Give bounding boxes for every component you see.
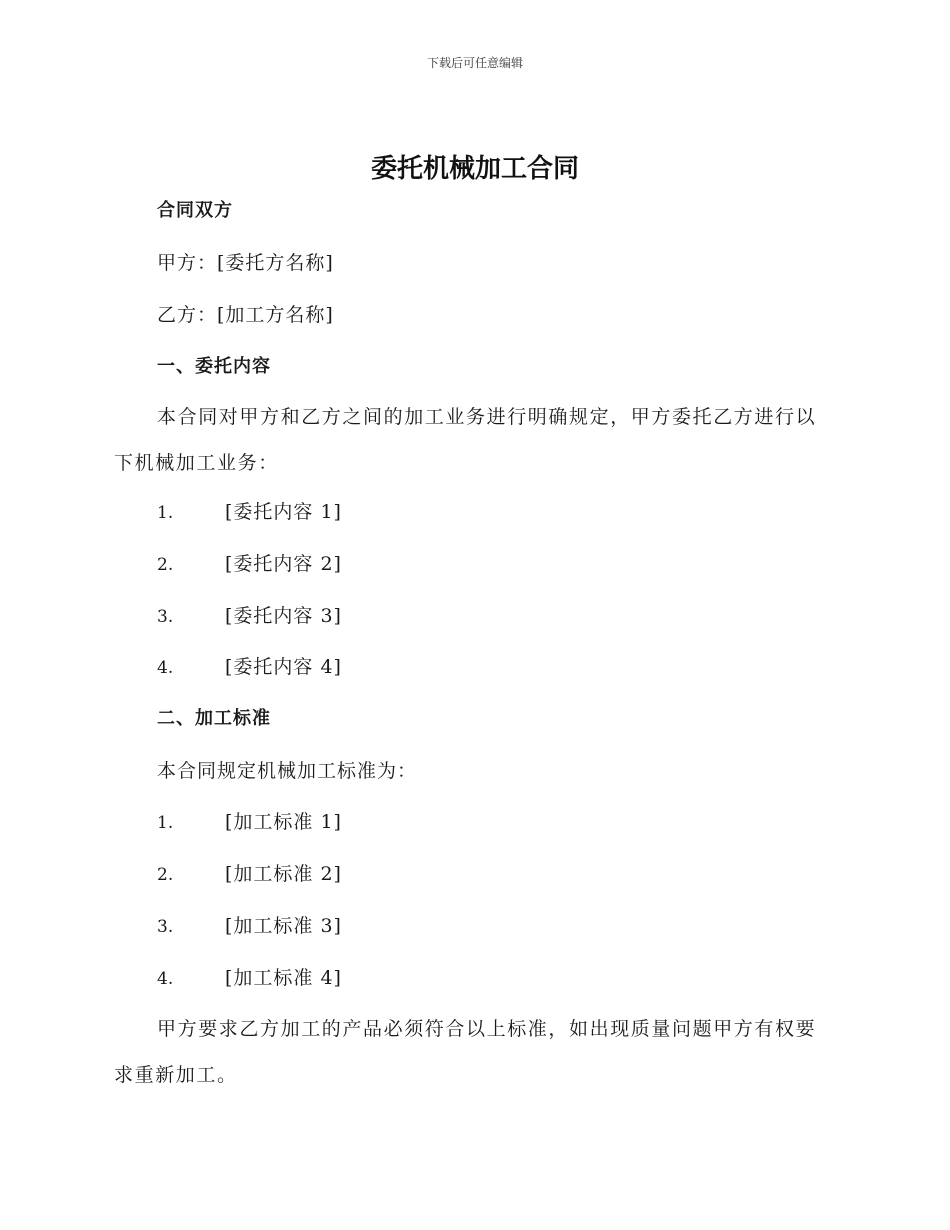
section2-intro: 本合同规定机械加工标准为： <box>157 760 418 782</box>
list-item-text: [加工标准 1] <box>225 811 342 833</box>
list-item <box>157 603 342 630</box>
list-item <box>157 913 342 940</box>
list-item-text: [加工标准 2] <box>225 863 342 885</box>
list-item-number: 1. <box>157 503 174 523</box>
list-item-number: 2. <box>157 555 174 575</box>
section1-heading: 一、委托内容 <box>157 356 271 377</box>
section1-paragraph: 本合同对甲方和乙方之间的加工业务进行明确规定，甲方委托乙方进行以下机械加工业务： <box>114 406 817 474</box>
list-item-text: [加工标准 3] <box>225 915 342 937</box>
list-item-text: [委托内容 3] <box>225 605 342 627</box>
list-item-text: [委托内容 4] <box>225 656 342 678</box>
party-b-line: 乙方：[加工方名称] <box>157 304 334 326</box>
parties-heading: 合同双方 <box>157 200 233 221</box>
section2-paragraph: 甲方要求乙方加工的产品必须符合以上标准，如出现质量问题甲方有权要求重新加工。 <box>114 1018 817 1086</box>
list-item-number: 1. <box>157 813 174 833</box>
list-item <box>157 809 342 836</box>
list-item-number: 3. <box>157 917 174 937</box>
section2-heading: 二、加工标准 <box>157 708 271 729</box>
list-item <box>157 499 342 526</box>
list-item-text: [加工标准 4] <box>225 967 342 989</box>
party-a-line: 甲方：[委托方名称] <box>157 252 334 274</box>
list-item-text: [委托内容 1] <box>225 501 342 523</box>
list-item-text: [委托内容 2] <box>225 553 342 575</box>
document-title: 委托机械加工合同 <box>370 154 579 184</box>
list-item-number: 3. <box>157 607 174 627</box>
list-item-number: 4. <box>157 658 174 678</box>
list-item <box>157 965 342 992</box>
list-item-number: 4. <box>157 969 174 989</box>
header-note: 下载后可任意编辑 <box>426 56 523 70</box>
list-item <box>157 861 342 888</box>
list-item <box>157 654 342 681</box>
list-item-number: 2. <box>157 865 174 885</box>
list-item <box>157 551 342 578</box>
